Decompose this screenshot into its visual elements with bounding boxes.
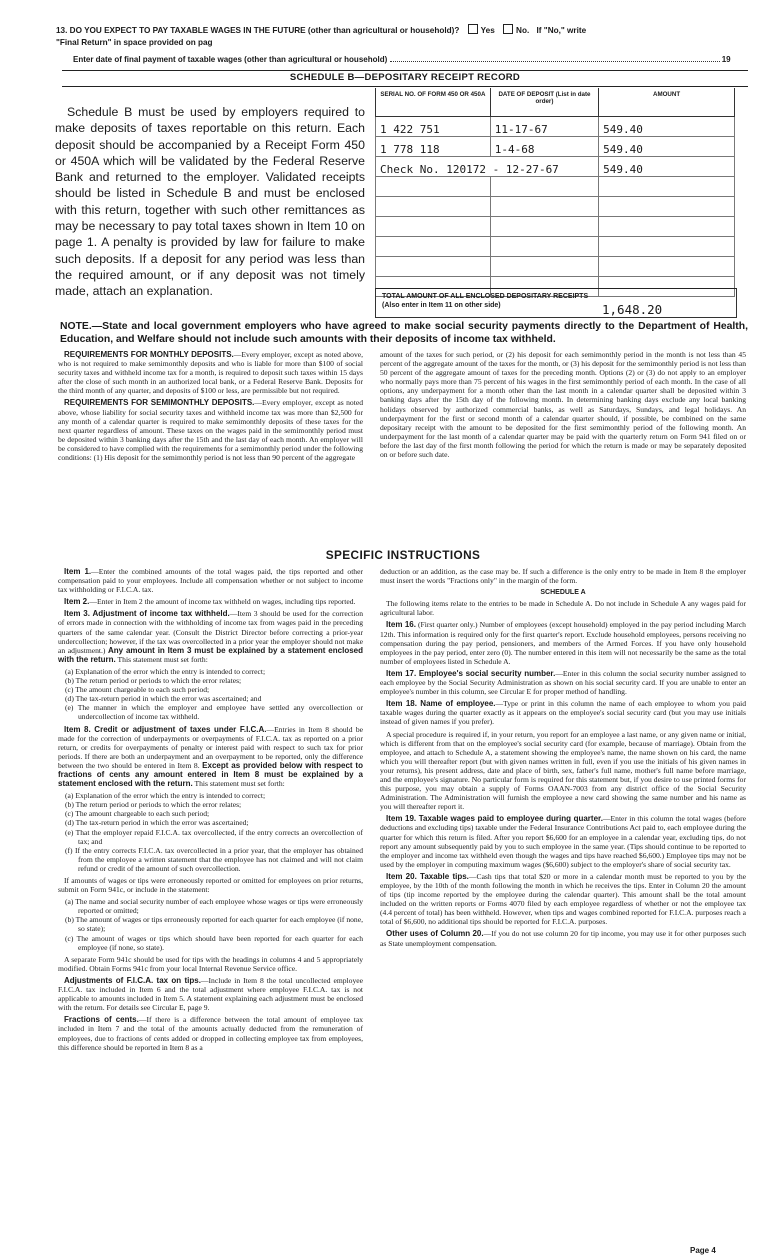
monthly-semimonthly-requirements [58,350,363,465]
item20-text: —Cash tips that total $20 or more in a calendar month must be reported to you by the employee, by the 10th of the month following the month in which he receives the tips. Enter in Column 20 the amount of tips (tip income reported by the employee during the calendar quarter). This amount shall be the total amount included on the written reports or Forms 4070 filed by each employee regardless of whether or not the employee tax (4.4 percent of total) has been withheld. However, when tips and wages combined reported for F.I.C.A. purposes reach a total of $6,600, no additional tips should be reported for F.I.C.A. purposes. [380,871,747,927]
total-deposits-value[interactable]: 1,648.20 [602,302,663,317]
item8-list-item: (a) Explanation of the error which the entry is intended to correct; [65,791,266,801]
final-payment-label: Enter date of final payment of taxable wages (other than agricultural or household) [73,55,388,64]
other-heading: Other uses of Column 20. [386,929,484,939]
item8-list-item: (c) The amount chargeable to each such period; [65,809,210,819]
deposit-date-cell[interactable] [490,197,598,217]
item3-list-item: (d) The tax-return period in which the error was ascertained; and [65,694,262,704]
deposit-row [376,157,735,177]
frac-heading: Fractions of cents. [64,1015,139,1025]
deposit-date-cell[interactable]: 11-17-67 [490,117,598,137]
item16-text: (First quarter only.) Number of employees (except household) employed in the pay period including March 12th. This information is required only for the first quarter's report. Exclude household employees, persons receiving no compensation during the pay period, pensioners, and members of the Armed Forces. If you have only household employees in the pay period, enter zero (0). The number entered in this item will not necessarily be the same as the total number of employees listed in Schedule A. [380,620,746,666]
monthly-heading: REQUIREMENTS FOR MONTHLY DEPOSITS. [64,350,234,359]
item8-list-item: (d) The tax-return period in which the error was ascertained; [65,818,249,828]
item3-bold: Any amount in Item 3 must be explained by a statement enclosed with the return. [58,645,363,664]
adj-text: —Include in Item 8 the total uncollected employee F.I.C.A. tax included in Item 6 and the total adjustment where employee F.I.C.A. tax is not applicable to amounts included in Item 5. A statement explaining each adjustment must be enclosed with the return. For details see Circular E, page 9. [58,975,363,1013]
deposit-serial-cell[interactable] [376,257,491,277]
col-date-header: DATE OF DEPOSIT (List in date order) [490,88,598,117]
item8-list-item: (e) That the employer repaid F.I.C.A. tax overcollected, if the entry corrects an overcollection of tax; and [65,827,363,846]
deposit-row [376,137,735,157]
item18-text: —Type or print in this column the name of each employee to whom you paid taxable wages during the quarter exactly as it appears on the employee's social security card (but you may use initials instead of given names if you prefer). [380,699,746,727]
monthly-text: —Every employer, except as noted above, who is not required to make semimonthly deposits and who is liable for more than $100 of social security taxes and withheld income tax for a month, is required to deposit such taxes within 15 days after the close of such month in an authorized local bank, or a Federal Reserve Bank. Deposits for the third month of any quarter, and deposits of $100 or less, are permissible but not required. [58,350,364,396]
item13-question [56,24,746,49]
frac-text-cont: deduction or an addition, as the case may be. If such a difference is the only entry to be made in Item 8 the employer must insert the words "Fractions only" in the margin of the form. [380,567,746,586]
deposit-serial-cell[interactable]: 1 422 751 [376,117,491,137]
item16-heading: Item 16. [386,620,416,630]
deposit-serial-cell[interactable] [376,197,491,217]
deposit-row [376,177,735,197]
item2-heading: Item 2. [64,597,90,607]
item8-setforth: This statement must set forth: [194,779,285,789]
col-amount-header: AMOUNT [599,88,735,117]
deposit-row [376,117,735,137]
semimonthly-continued [380,350,746,462]
deposit-serial-cell[interactable] [376,177,491,197]
item3-list-item: (e) The manner in which the employer and employee have settled any overcollection or undercollection of income tax withheld. [65,703,363,722]
item3-heading: Item 3. Adjustment of income tax withheld. [64,609,230,619]
item17-text: —Enter in this column the social security number assigned to each employee by the Social Security Administration as shown on his social security card. If you are unable to enter an employee's number in this column, see Circular E for proper method of handling. [380,668,746,697]
depositary-receipt-table [375,88,735,297]
item8-heading: Item 8. Credit or adjustment of taxes under F.I.C.A. [64,724,267,734]
item13-text: 13. DO YOU EXPECT TO PAY TAXABLE WAGES IN THE FUTURE (other than agricultural or household)? [56,26,460,35]
year-label: 19 [721,55,731,64]
omitted-list-item: (c) The amount of wages or tips which should have been reported for each quarter for each employee (if none, so state). [65,933,363,952]
omitted-list-item: (b) The amount of wages or tips erroneously reported for each quarter for each employee (if none, so state); [65,915,363,934]
deposit-serial-cell[interactable]: Check No. 120172 - 12-27-67 [376,157,599,177]
final-return-note: "Final Return" in space provided on pag [56,38,213,47]
schedule-b-intro-text: Schedule B must be used by employers required to make deposits of taxes reportable on this return. Each deposit should be accompanied by a Receipt Form 450 or 450A which will be validated by the Federal Reserve Bank and returned to the employer. Validated receipts should be listed in Schedule B and must be enclosed with this return, together with such other remittances as may be necessary to pay total taxes shown in Item 10 on page 1. A penalty is provided by law for failure to make such deposits. If a deposit for any period was less than the required amount, or if any deposit was not timely made, attach an explanation. [55,105,365,299]
deposit-row [376,237,735,257]
omitted-text: If amounts of wages or tips were erroneously reported or omitted for employees on prior returns, submit on Form 941c, or include in the statement: [58,876,363,895]
page-number: Page 4 [690,1246,716,1255]
deposit-amount-cell[interactable] [599,257,735,277]
deposit-row [376,257,735,277]
frac-text: —If there is a difference between the total amount of employee tax included in Item 7 and the total of the amounts actually deducted from the remuneration of employees, due to fractions of cents added or dropped in collecting employee tax from employees, this difference should be reported in Item 8 as a [58,1015,363,1052]
item19-heading: Item 19. Taxable wages paid to employee during quarter. [386,814,603,824]
deposit-row [376,197,735,217]
item17-heading: Item 17. Employee's social security number. [386,668,556,678]
item8-text: —Entries in Item 8 should be made for the correction of underpayments or overpayments of F.I.C.A. tax as reported on a prior return, or credits for overpayments of penalty or interest paid with respect to such tax for prior periods. If there are both an underpayment and an overpayment to be reported, only the difference between the two should be entered in Item 8. [58,724,363,770]
item1-text: —Enter the combined amounts of the total wages paid, the tips reported and other compensation paid to your employees. Include all compensation whether or not subject to income tax withholding or F.I.C.A. tax. [58,567,364,595]
semimonthly-text-cont: amount of the taxes for such period, or (2) his deposit for each semimonthly period in the month is not less than 45 percent of the aggregate amount of the taxes for the month, or (3) his deposit for the semimonthly period is not less than 50 percent of the aggregate amount of taxes for the preceding month. Options (2) or (3) do not apply to an employer who normally pays more than 75 percent of his wages in the first semimonthly period of each month. In the case of all options, any underpayment for a month other than the last month in a calendar quarter shall be deposited within 3 banking days after the 15th day of the following month. In determining banking days exclude any local banking holidays observed by authorized commercial banks, as well as Saturdays, Sundays, and legal holidays. An underpayment for the first or second month of a calendar quarter should, if possible, be combined on the same depositary receipt with the amount to be deposited for the first semimonthly period of the following month. An underpayment for the last month of a calendar quarter may be paid with the quarterly return on Form 941 filed on or before the last day of the first month following the period for which the return is made or may be separately deposited on or before such date. [380,350,746,460]
government-employer-note: NOTE.—State and local government employers who have agreed to make social security payments directly to the Department of Health, Education, and Welfare should not include such amounts with their deposits of income tax withheld. [60,321,748,345]
item8-list-item: (b) The return period or periods to which the error relates; [65,800,242,810]
item18-special: A special procedure is required if, in your return, you report for an employee a last name, or any given name or initial, which is different from that on the employee's social security card (for example, because of marriage). Obtain from the employee, and attach to Schedule A, a statement showing the employee's name, the name shown on his card, the name which you will thereafter report (but with given names written in full, even if you use the initials of his given names in your returns), his present address, date and place of birth, sex, father's full name, mother's full name before marriage, and the employee's signature. No particular form is required for this statement but, if you desire to use printed forms for this purpose, you may obtain a supply of Forms OAAN-7003 from any district office of the Social Security Administration. The Administration will furnish the employee a new card showing the same number and his name as you will thereafter report it. [380,729,746,812]
item3-setforth: This statement must set forth: [117,654,208,664]
yes-label: Yes [480,26,495,35]
instructions-left-column [58,567,363,1055]
deposit-amount-cell[interactable]: 549.40 [599,157,735,177]
other-text: —If you do not use column 20 for tip income, you may use it for other purposes such as State unemployment compensation. [380,929,746,948]
omitted-list-item: (a) The name and social security number of each employee whose wages or tips were erroneously reported or omitted; [65,897,363,916]
deposit-serial-cell[interactable] [376,237,491,257]
deposit-amount-cell[interactable] [599,237,735,257]
item3-list [58,667,363,722]
item3-text: —Item 3 should be used for the correction of errors made in connection with the withholding of income tax from wages paid in the preceding quarters of the same calendar year. (Consult the District Director before correcting a prior-year undercollection; however, if the tax was overcollected in a prior year the employer should not make an adjustment.) [58,609,363,655]
adj-heading: Adjustments of F.I.C.A. tax on tips. [64,975,201,985]
item2-text: —Enter in Item 2 the amount of income tax withheld on wages, including tips reported. [89,597,356,607]
schedule-a-heading: SCHEDULE A [540,589,586,597]
deposit-date-cell[interactable] [490,217,598,237]
item19-text: —Enter in this column the total wages (before deductions and excluding tips) taxable under the Federal Insurance Contributions Act paid to, each employee during the quarter for which this return is filed. After you report $6,600 for an employee in a calendar year, excluding tips, do not report any amount subsequently paid by you to such employee in the same year. (Tips should continue to be reported to the employer and income tax withheld even though the wages and tips have reached $6,600.) Employee tips may not be used by the employer in computing maximum wages ($6,600) subject to the employer's share of social security tax. [380,814,747,869]
item3-list-item: (b) The return period or periods to which the error relates; [65,676,242,686]
specific-instructions-title: SPECIFIC INSTRUCTIONS [325,548,481,562]
deposit-serial-cell[interactable] [376,217,491,237]
deposit-amount-cell[interactable] [599,217,735,237]
semimonthly-text: —Every employer, except as noted above, whose liability for social security taxes and withheld income tax was more than $2,500 for any month of a calendar quarter is required to make semimonthly deposits of these taxes for the next quarter regardless of amount. These taxes on the wages paid in the semimonthly period must be deposited within 3 banking days after the 15th and the last day of each month. An employer will be considered to have complied with the requirements for a semimonthly period under the following conditions: (1) His deposit for the semimonthly period is not less than 90 percent of the aggregate [58,398,363,463]
deposit-row [376,217,735,237]
deposit-date-cell[interactable]: 1-4-68 [490,137,598,157]
instructions-right-column [380,567,746,951]
deposit-date-cell[interactable] [490,177,598,197]
no-label: No. [516,26,530,35]
deposit-amount-cell[interactable] [599,197,735,217]
deposit-amount-cell[interactable] [599,177,735,197]
deposit-amount-cell[interactable]: 549.40 [599,137,735,157]
col-serial-header: SERIAL NO. OF FORM 450 OR 450A [376,88,491,117]
separate-form-text: A separate Form 941c should be used for tips with the headings in columns 4 and 5 appropriately modified. Obtain Forms 941c from your local Internal Revenue Service office. [58,954,363,973]
deposit-date-cell[interactable] [490,257,598,277]
item20-heading: Item 20. Taxable tips. [386,871,469,881]
semimonthly-heading: REQUIREMENTS FOR SEMIMONTHLY DEPOSITS. [64,398,255,408]
item8-bold: Except as provided below with respect to fractions of cents any amount entered in Item 8 must be explained by a statement enclosed with the return. [58,760,363,789]
item1-heading: Item 1. [64,567,92,576]
item13-instruction: If "No," write [536,26,587,35]
omitted-list [58,897,363,952]
divider [62,86,748,87]
schedule-b-intro [55,104,365,300]
deposit-date-cell[interactable] [490,237,598,257]
no-checkbox[interactable] [503,24,513,34]
item8-list-item: (f) If the entry corrects F.I.C.A. tax overcollected in a prior year, that the employer has obtained from the employee a written statement that the employee has not claimed and will not claim refund or credit of the amount of such overcollection. [65,845,363,873]
yes-checkbox[interactable] [468,24,478,34]
item18-heading: Item 18. Name of employee. [386,699,496,709]
total-deposits-label: TOTAL AMOUNT OF ALL ENCLOSED DEPOSITARY RECEIPTS (Also enter in Item 11 on other side) [382,293,589,309]
final-payment-field[interactable] [390,61,720,62]
item3-list-item: (c) The amount chargeable to each such period; [65,685,210,695]
item8-list [58,791,363,873]
schedule-b-title: SCHEDULE B—DEPOSITARY RECEIPT RECORD [289,72,521,83]
deposit-serial-cell[interactable]: 1 778 118 [376,137,491,157]
item3-list-item: (a) Explanation of the error which the entry is intended to correct; [65,666,266,676]
total-deposits-row [375,288,737,318]
deposit-amount-cell[interactable]: 549.40 [599,117,735,137]
schedule-a-text: The following items relate to the entries to be made in Schedule A. Do not include in Schedule A any wages paid for agricultural labor. [380,599,746,618]
divider [62,70,748,71]
